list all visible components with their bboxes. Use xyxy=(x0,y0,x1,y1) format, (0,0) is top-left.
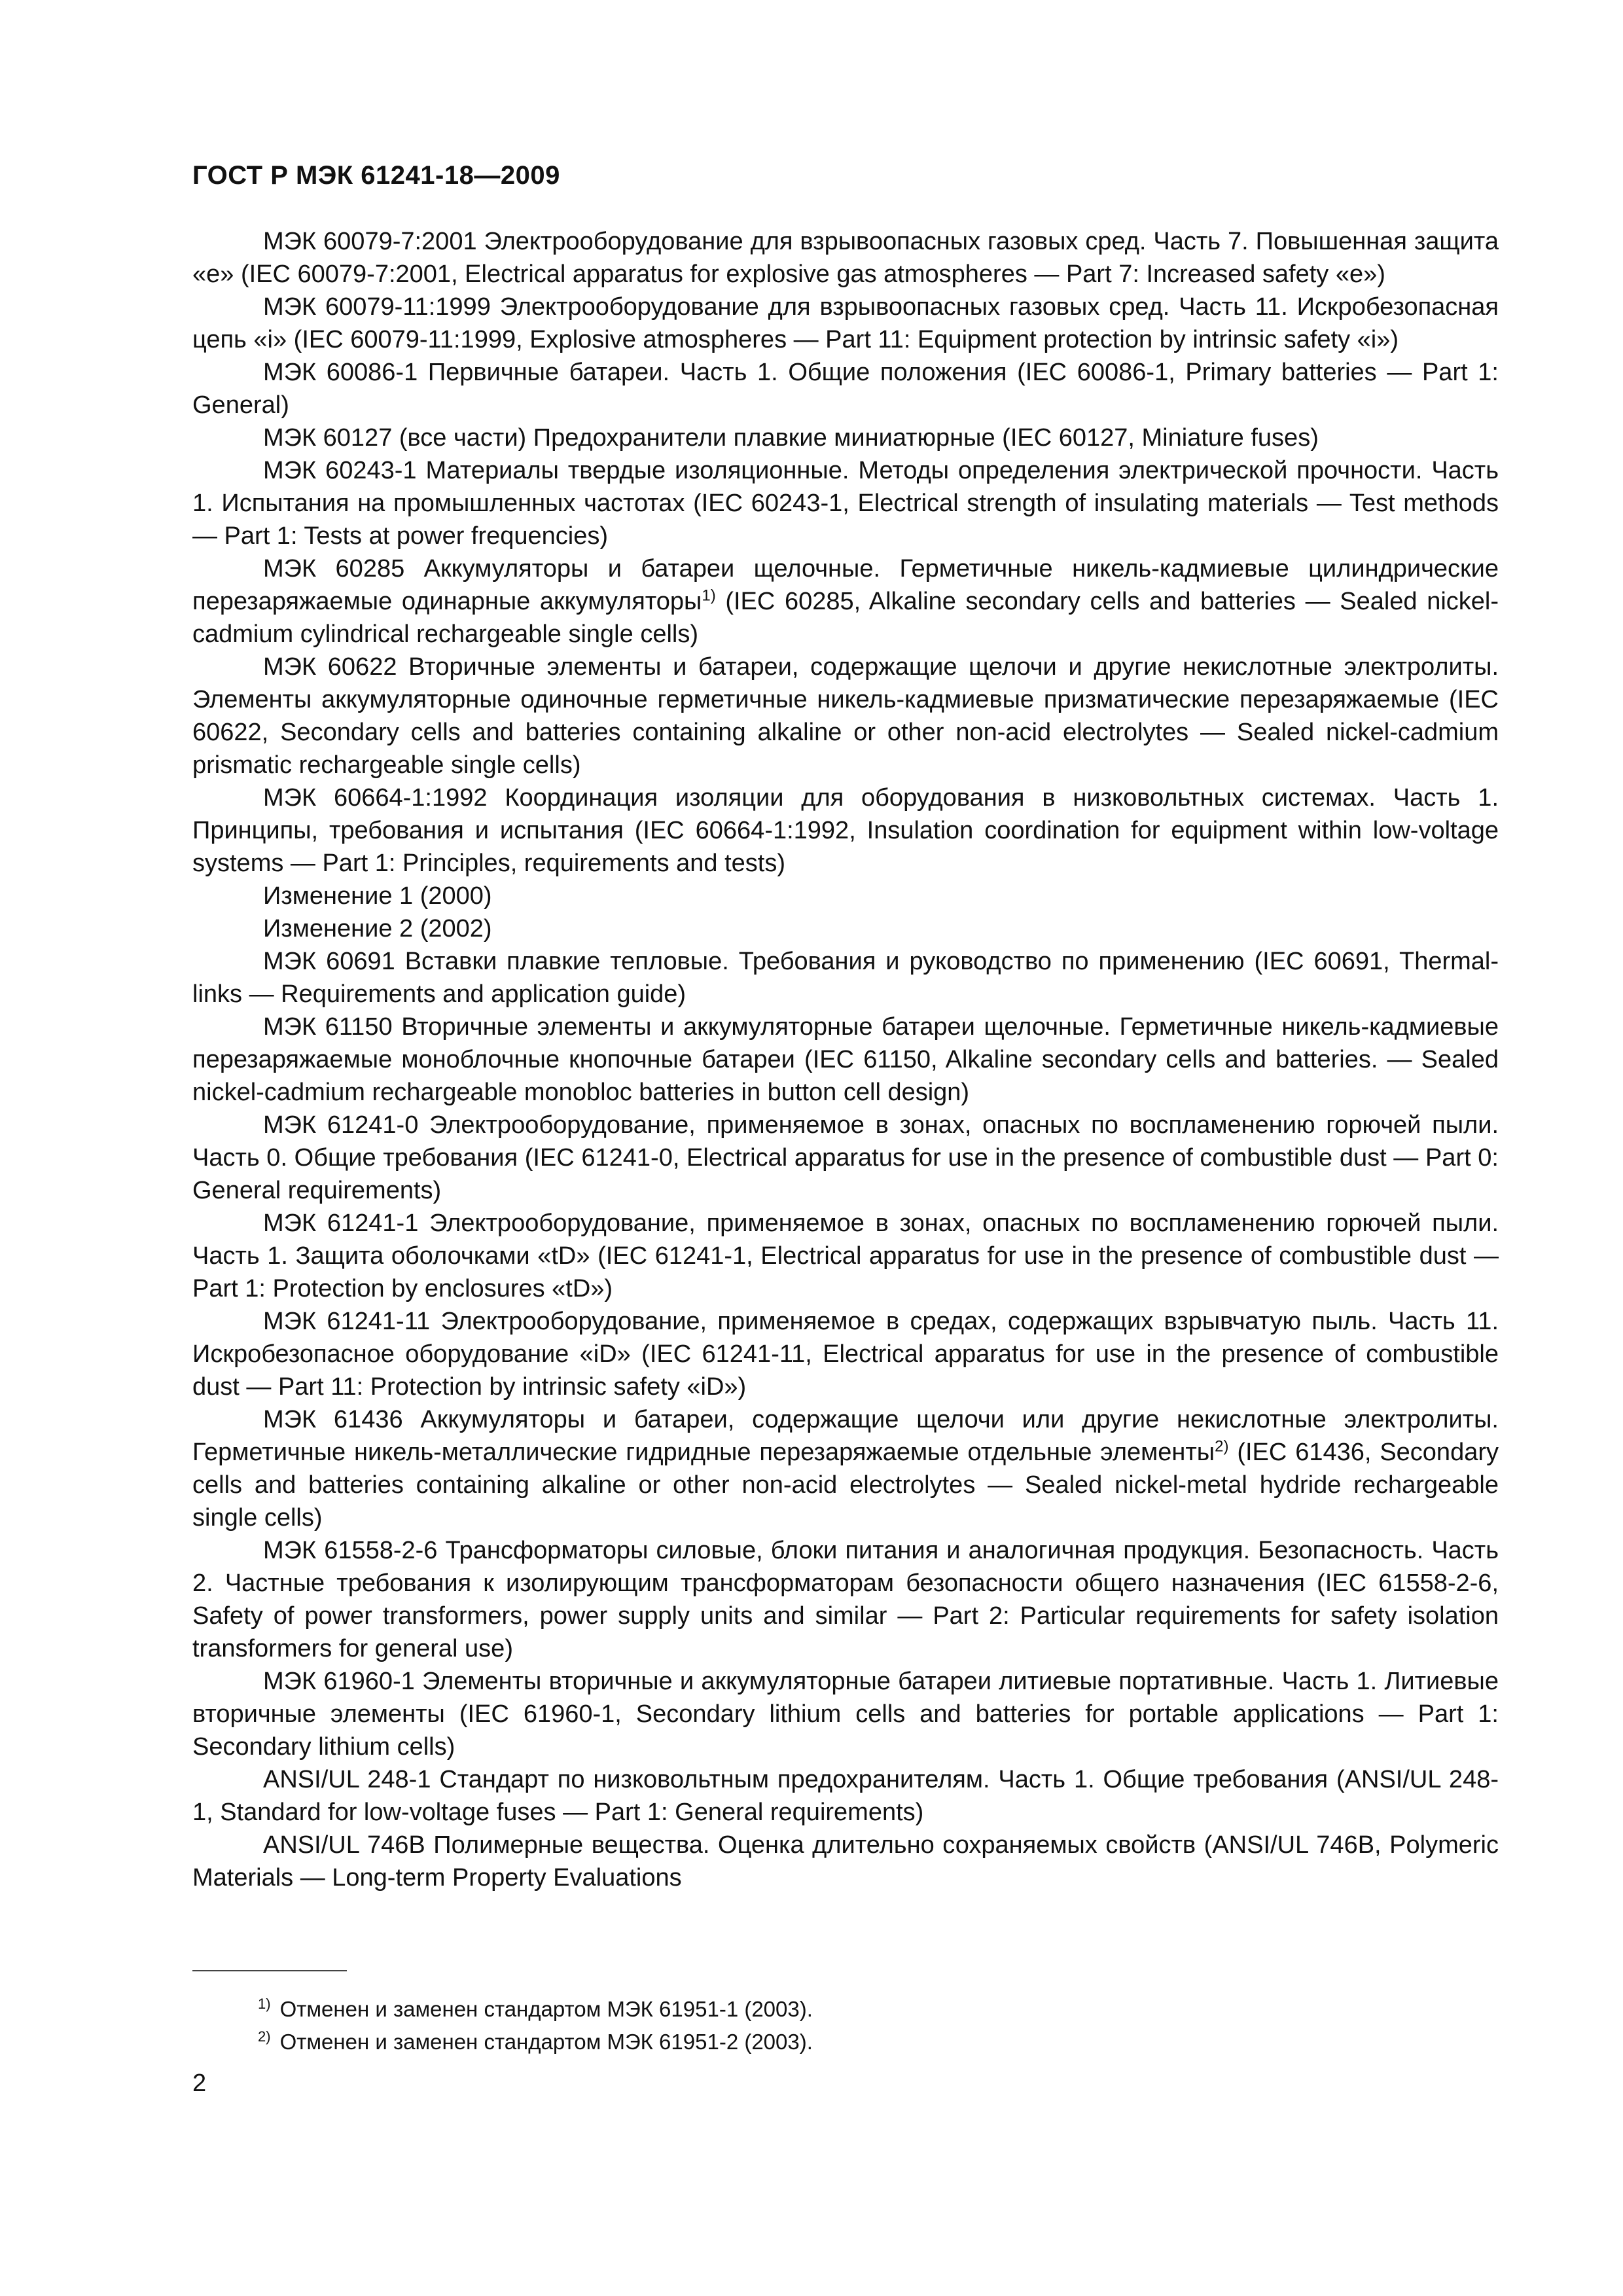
reference-entry: ANSI/UL 248-1 Стандарт по низковольтным предохранителям. Часть 1. Общие требования (ANSI/UL 248-1, Standard for low-voltage fuses — Part 1: General requirements) xyxy=(192,1766,1499,1826)
reference-entry: МЭК 60622 Вторичные элементы и батареи, содержащие щелочи и другие некислотные электролиты. Элементы аккумуляторные одиночные герметичные никель-кадмиевые призматические перезаряжаемые (IEC 60622, Secondary cells and batteries containing alkaline or other non-acid electrolytes — Sealed nickel-cadmium prismatic rechargeable single cells) xyxy=(192,653,1499,779)
reference-entry xyxy=(192,552,1499,651)
page-number: 2 xyxy=(192,2070,207,2097)
reference-entry: МЭК 61960-1 Элементы вторичные и аккумуляторные батареи литиевые портативные. Часть 1. Литиевые вторичные элементы (IEC 61960-1, Secondary lithium cells and batteries for portable applications — Part 1: Secondary lithium cells) xyxy=(192,1668,1499,1761)
footnote xyxy=(258,1993,1436,2026)
standard-header: ГОСТ Р МЭК 61241-18—2009 xyxy=(192,161,560,190)
amendment-line: Изменение 1 (2000) xyxy=(263,882,492,910)
reference-text: МЭК 60285 Аккумуляторы и батареи щелочные. Герметичные никель-кадмиевые цилиндрические перезаряжаемые одинарные аккумуляторы xyxy=(192,555,1499,615)
reference-text: (IEC 60285, Alkaline secondary cells and batteries — Sealed nickel-cadmium cylindrical rechargeable single cells) xyxy=(192,588,1499,648)
reference-entry: МЭК 60691 Вставки плавкие тепловые. Требования и руководство по применению (IEC 60691, Thermal-links — Requirements and application guide) xyxy=(192,948,1499,1008)
reference-entry: МЭК 61241-1 Электрооборудование, применяемое в зонах, опасных по воспламенению горючей пыли. Часть 1. Защита оболочками «tD» (IEC 61241-1, Electrical apparatus for use in the presence of combustible dust — Part 1: Protection by enclosures «tD») xyxy=(192,1210,1499,1302)
footnote-text: Отменен и заменен стандартом МЭК 61951-1 (2003). xyxy=(279,1997,813,2021)
footnote-marker: 2) xyxy=(1215,1437,1229,1456)
footnote-marker: 1) xyxy=(702,586,716,605)
footnote xyxy=(258,2026,1436,2058)
reference-entry: МЭК 61241-0 Электрооборудование, применяемое в зонах, опасных по воспламенению горючей пыли. Часть 0. Общие требования (IEC 61241-0, Electrical apparatus for use in the presence of combustible dust — Part 0: General requirements) xyxy=(192,1111,1499,1204)
reference-entry: МЭК 60664-1:1992 Координация изоляции для оборудования в низковольтных системах. Часть 1. Принципы, требования и испытания (IEC 60664-1:1992, Insulation coordination for equipment within low-voltage systems — Part 1: Principles, requirements and tests) xyxy=(192,784,1499,877)
footnote-mark: 2) xyxy=(258,2028,271,2045)
reference-entry: МЭК 60127 (все части) Предохранители плавкие миниатюрные (IEC 60127, Miniature fuses) xyxy=(263,424,1319,452)
reference-text: МЭК 61436 Аккумуляторы и батареи, содержащие щелочи или другие некислотные электролиты. Герметичные никель-металлические гидридные перезаряжаемые отдельные элементы xyxy=(192,1406,1499,1466)
reference-entry: МЭК 61241-11 Электрооборудование, применяемое в средах, содержащих взрывчатую пыль. Часть 11. Искробезопасное оборудование «iD» (IEC 61241-11, Electrical apparatus for use in the presence of combustible dust — Part 11: Protection by intrinsic safety «iD») xyxy=(192,1308,1499,1401)
footnote-mark: 1) xyxy=(258,1996,271,2012)
footnote-divider xyxy=(192,1970,347,1971)
reference-entry: МЭК 61558-2-6 Трансформаторы силовые, блоки питания и аналогичная продукция. Безопасность. Часть 2. Частные требования к изолирующим трансформаторам безопасности общего назначения (IEC 61558-2-6, Safety of power transformers, power supply units and similar — Part 2: Particular requirements for safety isolation transformers for general use) xyxy=(192,1537,1499,1662)
amendment-line: Изменение 2 (2002) xyxy=(263,915,492,942)
reference-entry xyxy=(192,1403,1499,1534)
footnote-text: Отменен и заменен стандартом МЭК 61951-2 (2003). xyxy=(279,2030,813,2054)
reference-text: (IEC 61436, Secondary cells and batteries containing alkaline or other non-acid electrolytes — Sealed nickel-metal hydride rechargeable single cells) xyxy=(192,1439,1499,1532)
reference-entry: МЭК 60079-11:1999 Электрооборудование для взрывоопасных газовых сред. Часть 11. Искробезопасная цепь «i» (IEC 60079-11:1999, Explosive atmospheres — Part 11: Equipment protection by intrinsic safety «i») xyxy=(192,293,1499,353)
footnotes xyxy=(258,1993,1436,2058)
reference-entry: МЭК 60086-1 Первичные батареи. Часть 1. Общие положения (IEC 60086-1, Primary batteries — Part 1: General) xyxy=(192,359,1499,419)
reference-entry: МЭК 60243-1 Материалы твердые изоляционные. Методы определения электрической прочности. Часть 1. Испытания на промышленных частотах (IEC 60243-1, Electrical strength of insulating materials — Test methods — Part 1: Tests at power frequencies) xyxy=(192,457,1499,550)
normative-references xyxy=(192,225,1499,1894)
reference-entry: ANSI/UL 746B Полимерные вещества. Оценка длительно сохраняемых свойств (ANSI/UL 746B, Polymeric Materials — Long-term Property Evaluations xyxy=(192,1831,1499,1892)
reference-entry: МЭК 61150 Вторичные элементы и аккумуляторные батареи щелочные. Герметичные никель-кадмиевые перезаряжаемые моноблочные кнопочные батареи (IEC 61150, Alkaline secondary cells and batteries. — Sealed nickel-cadmium rechargeable monobloc batteries in button cell design) xyxy=(192,1013,1499,1106)
reference-entry: МЭК 60079-7:2001 Электрооборудование для взрывоопасных газовых сред. Часть 7. Повышенная защита «е» (IEC 60079-7:2001, Electrical apparatus for explosive gas atmospheres — Part 7: Increased safety «e») xyxy=(192,228,1499,288)
